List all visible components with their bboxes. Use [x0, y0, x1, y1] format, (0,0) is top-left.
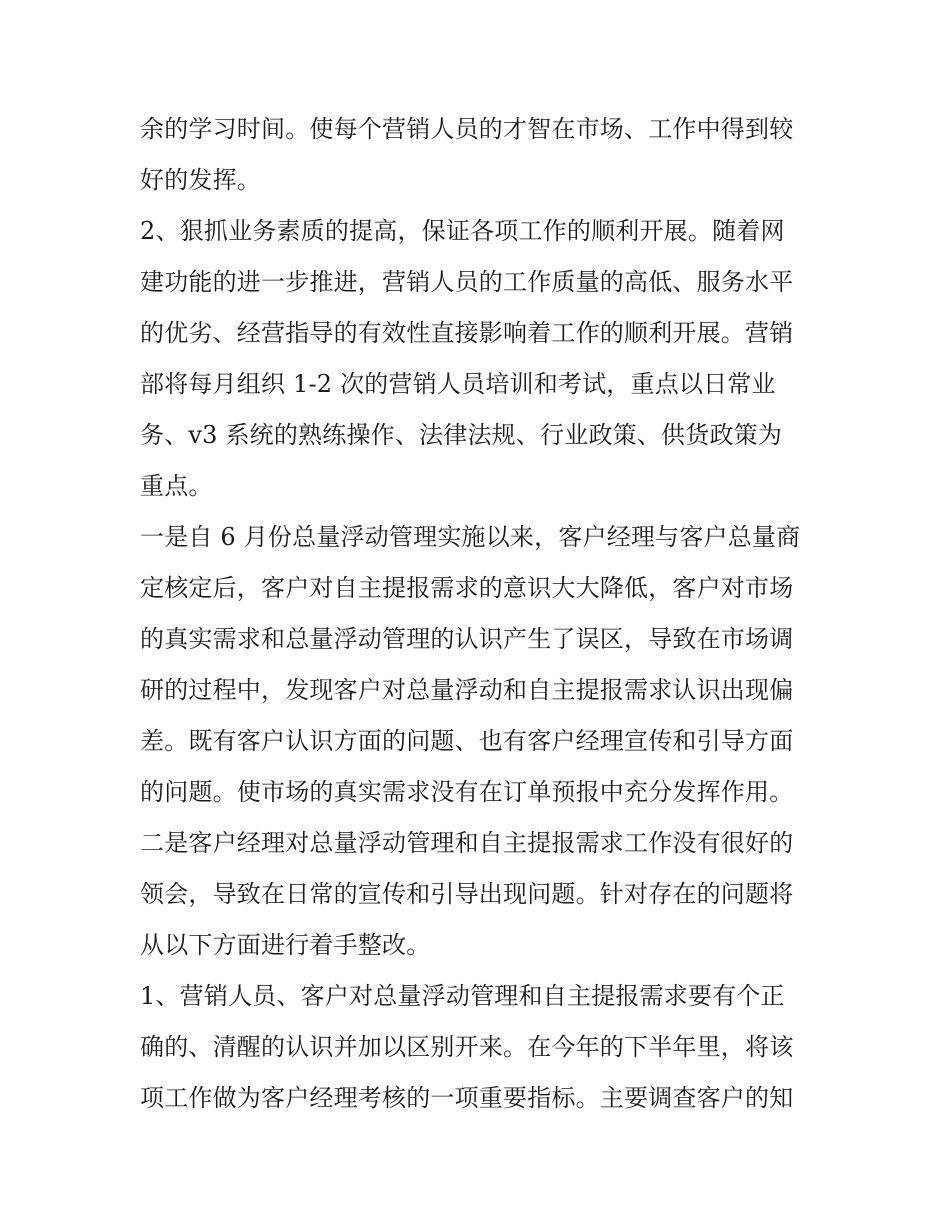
text-line-16: 领会，导致在日常的宣传和引导出现问题。针对存在的问题将 [140, 880, 794, 908]
text-line-8: 重点。 [140, 472, 213, 500]
text-line-20: 项工作做为客户经理考核的一项重要指标。主要调查客户的知 [140, 1084, 794, 1112]
text-line-2: 好的发挥。 [140, 166, 261, 194]
text-line-1: 余的学习时间。使每个营销人员的才智在市场、工作中得到较 [140, 115, 794, 143]
text-line-19: 确的、清醒的认识并加以区别开来。在今年的下半年里，将该 [140, 1033, 794, 1061]
text-line-9: 一是自 6 月份总量浮动管理实施以来，客户经理与客户总量商 [140, 523, 801, 551]
text-line-7: 务、v3 系统的熟练操作、法律法规、行业政策、供货政策为 [140, 421, 783, 449]
text-line-18: 1、营销人员、客户对总量浮动管理和自主提报需求要有个正 [140, 982, 785, 1010]
text-line-11: 的真实需求和总量浮动管理的认识产生了误区，导致在市场调 [140, 625, 794, 653]
text-line-14: 的问题。使市场的真实需求没有在订单预报中充分发挥作用。 [140, 778, 794, 806]
text-line-10: 定核定后，客户对自主提报需求的意识大大降低，客户对市场 [140, 574, 794, 602]
text-line-13: 差。既有客户认识方面的问题、也有客户经理宣传和引导方面 [140, 727, 794, 755]
text-line-15: 二是客户经理对总量浮动管理和自主提报需求工作没有很好的 [140, 829, 794, 857]
text-line-3: 2、狠抓业务素质的提高，保证各项工作的顺利开展。随着网 [140, 217, 785, 245]
text-line-6: 部将每月组织 1-2 次的营销人员培训和考试，重点以日常业 [140, 370, 776, 398]
body-text [140, 104, 820, 1124]
text-line-12: 研的过程中，发现客户对总量浮动和自主提报需求认识出现偏 [140, 676, 794, 704]
text-line-4: 建功能的进一步推进，营销人员的工作质量的高低、服务水平 [140, 268, 794, 296]
text-line-5: 的优劣、经营指导的有效性直接影响着工作的顺利开展。营销 [140, 319, 794, 347]
text-line-17: 从以下方面进行着手整改。 [140, 931, 431, 959]
